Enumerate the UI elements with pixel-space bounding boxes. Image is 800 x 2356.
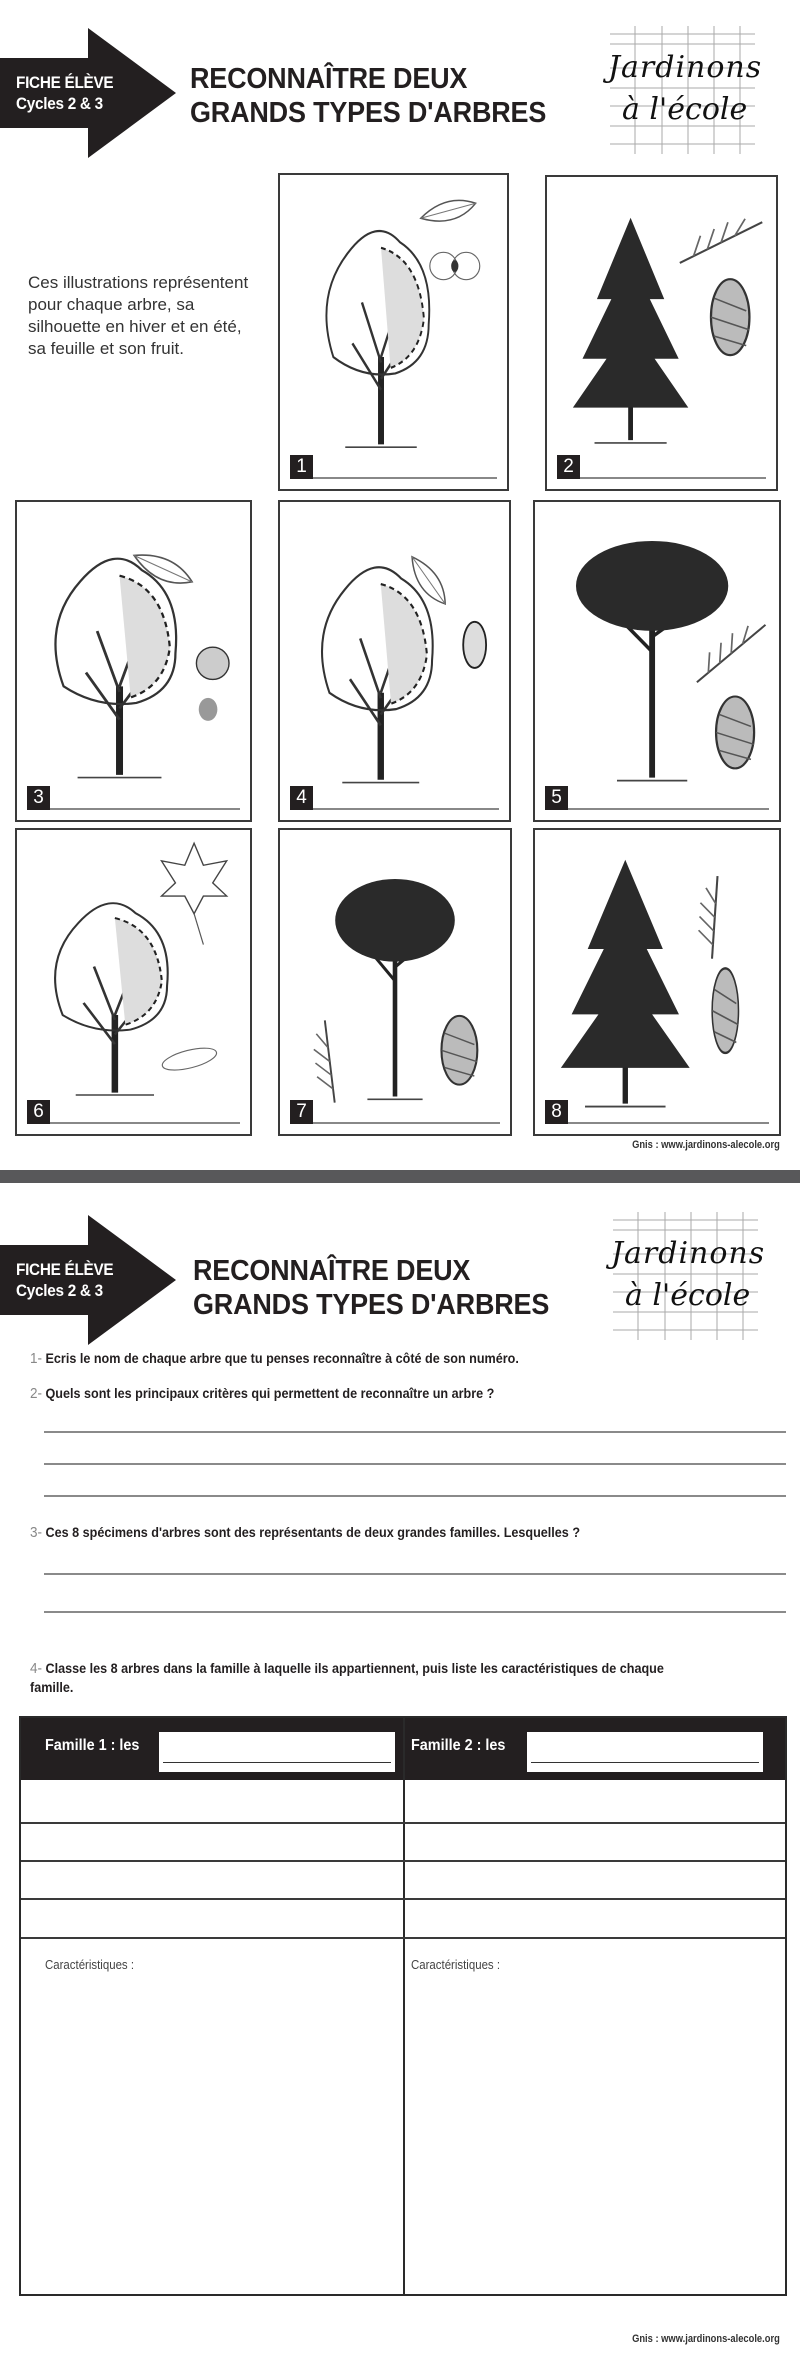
family-1-name-field[interactable] xyxy=(159,1732,395,1772)
characteristics-label: Caractéristiques : xyxy=(45,1957,135,1972)
title-line-2: GRANDS TYPES D'ARBRES xyxy=(190,97,547,129)
question-number: 1- xyxy=(30,1350,43,1367)
tree-name-answer-line[interactable] xyxy=(313,477,497,479)
fir-tree-illustration-icon xyxy=(535,830,779,1134)
tree-number-badge: 3 xyxy=(27,786,50,810)
characteristics-label: Caractéristiques : xyxy=(411,1957,501,1972)
tree-name-answer-line[interactable] xyxy=(568,808,769,810)
family-2-row-3[interactable] xyxy=(405,1862,787,1898)
tree-number-badge: 6 xyxy=(27,1100,50,1124)
family-2-characteristics-cell[interactable] xyxy=(405,1939,787,2294)
title-line-1: RECONNAÎTRE DEUX xyxy=(190,63,468,95)
family-1-row-4[interactable] xyxy=(21,1900,403,1937)
tree-name-answer-line[interactable] xyxy=(313,808,499,810)
tree-card-6 xyxy=(15,828,252,1136)
family-2-name-underline xyxy=(531,1762,759,1763)
tree-number-badge: 2 xyxy=(557,455,580,479)
tree-card-5 xyxy=(533,500,781,822)
family-2-row-1[interactable] xyxy=(405,1780,787,1822)
question-text: Ces 8 spécimens d'arbres sont des représentants de deux grandes familles. Lesquelles ? xyxy=(45,1524,581,1540)
tree-name-answer-line[interactable] xyxy=(50,1122,240,1124)
logo-text-line-2: à l'école xyxy=(625,1278,751,1313)
fiche-eleve-arrow-badge xyxy=(0,28,176,158)
page-title xyxy=(193,1254,549,1322)
tree-number-badge: 7 xyxy=(290,1100,313,1124)
credit-link[interactable]: Gnis : www.jardinons-alecole.org xyxy=(632,2333,780,2345)
family-1-name-underline xyxy=(163,1762,391,1763)
tree-card-1 xyxy=(278,173,509,491)
title-line-2: GRANDS TYPES D'ARBRES xyxy=(193,1289,550,1321)
jardinons-logo xyxy=(600,26,763,156)
question-3 xyxy=(30,1523,732,1542)
family-2-row-4[interactable] xyxy=(405,1900,787,1937)
answer-line-q3-1[interactable] xyxy=(44,1573,786,1575)
question-text: Quels sont les principaux critères qui permettent de reconnaître un arbre ? xyxy=(45,1385,495,1401)
description-text: Ces illustrations représentent pour chaque arbre, sa silhouette en hiver et en été, sa feuille et son fruit. xyxy=(28,273,249,358)
page-separator xyxy=(0,1170,800,1183)
badge-line-2: Cycles 2 & 3 xyxy=(16,1281,103,1300)
family-1-header xyxy=(21,1718,403,1780)
tree-name-answer-line[interactable] xyxy=(313,1122,500,1124)
pine-tree-illustration-icon xyxy=(535,502,779,820)
tree-card-3 xyxy=(15,500,252,822)
family-2-header xyxy=(405,1718,787,1780)
family-1-characteristics-cell[interactable] xyxy=(21,1939,403,2294)
answer-line-q2-1[interactable] xyxy=(44,1431,786,1433)
jardinons-logo xyxy=(603,1212,766,1342)
badge-line-1: FICHE ÉLÈVE xyxy=(16,1260,114,1279)
answer-line-q2-2[interactable] xyxy=(44,1463,786,1465)
question-text: Classe les 8 arbres dans la famille à laquelle ils appartiennent, puis liste les caractéristiques de chaque famille. xyxy=(30,1660,664,1695)
tree-name-answer-line[interactable] xyxy=(50,808,240,810)
badge-line-2: Cycles 2 & 3 xyxy=(16,94,103,113)
tree-name-answer-line[interactable] xyxy=(580,477,766,479)
question-4 xyxy=(30,1659,696,1696)
logo-text-line-2: à l'école xyxy=(622,92,748,127)
badge-line-1: FICHE ÉLÈVE xyxy=(16,73,114,92)
family-1-row-3[interactable] xyxy=(21,1862,403,1898)
question-number: 3- xyxy=(30,1524,43,1541)
family-1-row-1[interactable] xyxy=(21,1780,403,1822)
question-number: 2- xyxy=(30,1385,43,1402)
tree-card-4 xyxy=(278,500,511,822)
tree-number-badge: 8 xyxy=(545,1100,568,1124)
family-1-row-2[interactable] xyxy=(21,1824,403,1860)
page-title xyxy=(190,62,546,130)
umbrella-pine-illustration-icon xyxy=(280,830,510,1134)
answer-line-q2-3[interactable] xyxy=(44,1495,786,1497)
tree-card-2 xyxy=(545,175,778,491)
family-2-row-2[interactable] xyxy=(405,1824,787,1860)
deciduous-tree-illustration-icon xyxy=(280,175,507,489)
logo-text-line-1: Jardinons xyxy=(611,1236,766,1271)
family-2-label: Famille 2 : les xyxy=(411,1737,506,1754)
badge-text xyxy=(16,1259,113,1301)
tree-number-badge: 4 xyxy=(290,786,313,810)
question-1 xyxy=(30,1349,732,1368)
question-2 xyxy=(30,1384,732,1403)
question-text: Ecris le nom de chaque arbre que tu penses reconnaître à côté de son numéro. xyxy=(45,1350,519,1366)
logo-text-line-1: Jardinons xyxy=(608,50,763,85)
conifer-tree-illustration-icon xyxy=(547,177,776,489)
tree-number-badge: 1 xyxy=(290,455,313,479)
fiche-eleve-arrow-badge xyxy=(0,1215,176,1345)
tree-number-badge: 5 xyxy=(545,786,568,810)
credit-link[interactable]: Gnis : www.jardinons-alecole.org xyxy=(632,1139,780,1151)
tree-card-8 xyxy=(533,828,781,1136)
badge-text xyxy=(16,72,113,114)
tree-card-7 xyxy=(278,828,512,1136)
answer-line-q3-2[interactable] xyxy=(44,1611,786,1613)
family-2-name-field[interactable] xyxy=(527,1732,763,1772)
deciduous-tree-illustration-icon xyxy=(17,502,250,820)
tree-name-answer-line[interactable] xyxy=(568,1122,769,1124)
maple-tree-illustration-icon xyxy=(17,830,250,1134)
deciduous-tree-illustration-icon xyxy=(280,502,509,820)
family-1-label: Famille 1 : les xyxy=(45,1737,140,1754)
question-number: 4- xyxy=(30,1660,43,1677)
family-classification-table xyxy=(19,1716,787,2296)
title-line-1: RECONNAÎTRE DEUX xyxy=(193,1255,471,1287)
